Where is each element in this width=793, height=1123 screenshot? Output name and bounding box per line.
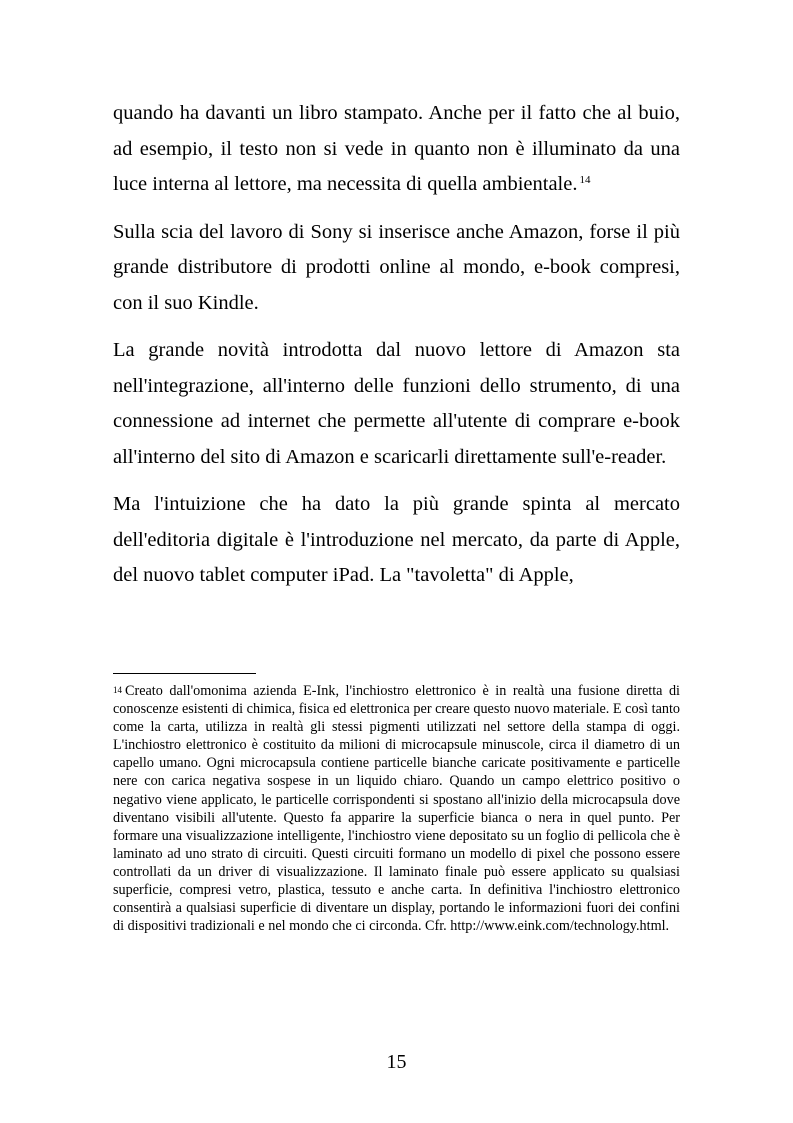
- paragraph-text: La grande novità introdotta dal nuovo lettore di Amazon sta nell'integrazione, all'interno delle funzioni dello strumento, di una connessione ad internet che permette all'utente di comprare e-book all'interno del sito di Amazon e scaricarli direttamente sull'e-reader.: [113, 339, 680, 468]
- footnote: [113, 682, 680, 935]
- paragraph: [113, 487, 680, 594]
- footnote-separator: [113, 673, 256, 674]
- paragraph: [113, 333, 680, 475]
- footnote-number: 14: [113, 685, 122, 695]
- paragraph-text: quando ha davanti un libro stampato. Anche per il fatto che al buio, ad esempio, il testo non si vede in quanto non è illuminato da una luce interna al lettore, ma necessita di quella ambientale.: [113, 102, 680, 195]
- footnote-text: Creato dall'omonima azienda E-Ink, l'inchiostro elettronico è in realtà una fusione diretta di conoscenze esistenti di chimica, fisica ed elettronica per creare questo nuovo materiale. E così tanto come la carta, utilizza in realtà gli stessi pigmenti utilizzati nel settore della stampa di oggi. L'inchiostro elettronico è costituito da milioni di microcapsule minuscole, circa il diametro di un capello umano. Ogni microcapsula contiene particelle bianche caricate positivamente e particelle nere con carica negativa sospese in un liquido chiaro. Quando un campo elettrico positivo o negativo viene applicato, le particelle corrispondenti si spostano all'inizio della microcapsula dove diventano visibili all'utente. Questo fa apparire la superficie bianca o nera in quel punto. Per formare una visualizzazione intelligente, l'inchiostro viene depositato su un foglio di pellicola che è laminato ad uno strato di circuiti. Questi circuiti formano un modello di pixel che possono essere controllati da un driver di visualizzazione. Il laminato finale può essere applicato su qualsiasi superficie, compresi vetro, plastica, tessuto e anche carta. In definitiva l'inchiostro elettronico consentirà a qualsiasi superficie di diventare un display, portando le informazioni fuori dei confini di dispositivi tradizionali e nel mondo che ci circonda. Cfr. http://www.eink.com/technology.html.: [113, 683, 680, 935]
- paragraph-text: Sulla scia del lavoro di Sony si inserisce anche Amazon, forse il più grande distributore di prodotti online al mondo, e-book compresi, con il suo Kindle.: [113, 220, 680, 314]
- page-body: [113, 96, 680, 606]
- paragraph: [113, 96, 680, 203]
- paragraph: [113, 215, 680, 322]
- footnote-reference[interactable]: 14: [579, 174, 591, 186]
- page-number: 15: [386, 1051, 407, 1073]
- paragraph-text: Ma l'intuizione che ha dato la più grande spinta al mercato dell'editoria digitale è l'introduzione nel mercato, da parte di Apple, del nuovo tablet computer iPad. La "tavoletta" di Apple,: [113, 493, 680, 586]
